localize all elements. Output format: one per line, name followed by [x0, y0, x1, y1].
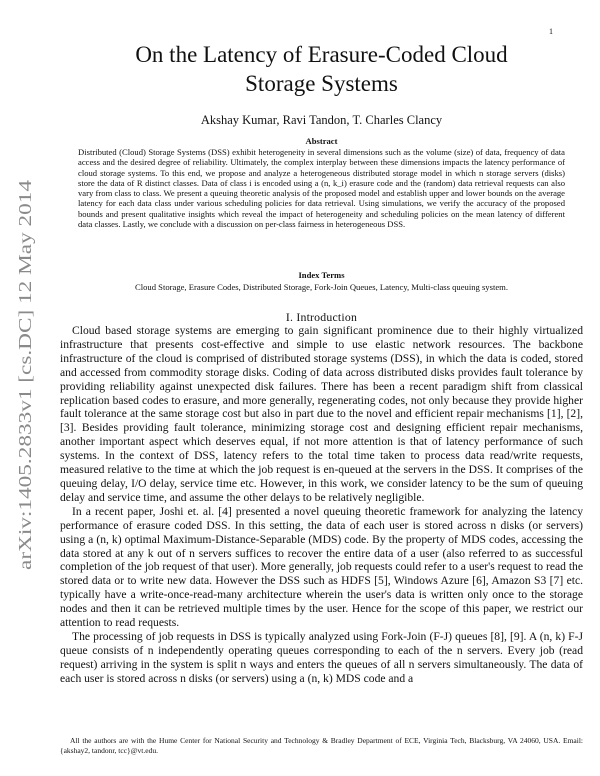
author-list: Akshay Kumar, Ravi Tandon, T. Charles Clancy — [200, 113, 443, 127]
arxiv-stamp — [10, 178, 38, 570]
arxiv-stamp-text: arXiv:1405.2833v1 [cs.DC] 12 May 2014 — [15, 276, 35, 570]
affiliation-footnote — [60, 736, 583, 755]
page-number: 1 — [549, 27, 553, 36]
paragraph: Cloud based storage systems are emerging to gain significant prominence due to their highly virtualized infrastructure that presents cost-effective and simple to use elastic network resources. The backbone infrastructure of the cloud is comprised of distributed storage systems (DSS), in which the data is coded, stored and accessed from commodity storage disks. Coding of data across distributed disks provides fault tolerance by providing reliability against unexpected disk failures. There has been a recent paradigm shift from classical replication based codes to erasure, and more generally, regenerating codes, not only because they provide higher fault tolerance at the same storage cost but also in part due to the novel and efficient repair mechanisms [1], [2], [3]. Besides providing fault tolerance, minimizing storage cost and designing efficient repair mechanisms, another important aspect which deserves equal, if not more attention is that of latency performance of such systems. In the context of DSS, latency refers to the total time taken to process data read/write requests, measured relative to the time at which the job request is en-queued at the servers in the DSS. It comprises of the queuing delay, I/O delay, service time etc. However, in this work, we consider latency to be the sum of queuing delay and service time, and assume the other delays to be relatively negligible. — [60, 324, 583, 504]
section-heading: I. Introduction — [285, 310, 358, 324]
paper-title-line-1: On the Latency of Erasure-Coded Cloud — [135, 42, 508, 67]
abstract-heading: Abstract — [305, 136, 338, 146]
abstract-text: Distributed (Cloud) Storage Systems (DSS) exhibit heterogeneity in several dimensions such as the volume (size) of data, frequency of data access and the desired degree of reliability. Ultimately, the complex interplay between these dimensions impacts the latency performance of cloud storage systems. To this end, we propose and analyze a heterogeneous distributed storage model in which n storage servers (disks) store the data of R distinct classes. Data of class i is encoded using a (n, k_i) erasure code and the (random) data retrieval requests can also vary from class to class. We present a queuing theoretic analysis of the proposed model and establish upper and lower bounds on the average latency for each data class under various scheduling policies for data retrieval. Using simulations, we verify the accuracy of the proposed bounds and present qualitative insights which reveal the impact of heterogeneity and scheduling policies on the mean latency of different data classes. Lastly, we conclude with a discussion on per-class fairness in heterogeneous DSS. — [78, 147, 565, 230]
paper-title-line-2: Storage Systems — [245, 71, 398, 96]
body-text — [60, 324, 583, 686]
footnote-text: All the authors are with the Hume Center for National Security and Technology & Bradley Department of ECE, Virginia Tech, Blacksburg, VA 24060, USA. Email: {akshay2, tandonr, tcc}@vt.edu. — [60, 736, 583, 755]
paper-title — [60, 40, 583, 98]
paragraph: The processing of job requests in DSS is typically analyzed using Fork-Join (F-J) queues [8], [9]. A (n, k) F-J queue consists of n independently operating queues corresponding to each of the n servers. Every job (read request) arriving in the system is split n ways and enters the queues of all n servers simultaneously. The data of each user is stored across n disks (or servers) using a (n, k) MDS code and a — [60, 629, 583, 685]
index-terms: Cloud Storage, Erasure Codes, Distributed Storage, Fork-Join Queues, Latency, Multi-class queuing system. — [135, 282, 508, 292]
paragraph: In a recent paper, Joshi et. al. [4] presented a novel queuing theoretic framework for analyzing the latency performance of erasure coded DSS. In this setting, the data of each user is stored across n disks (or servers) using a (n, k) optimal Maximum-Distance-Separable (MDS) code. By the property of MDS codes, accessing the data stored at any k out of n servers suffices to recover the entire data of a user (also referred to as successful completion of the job request of that user). More generally, job requests could refer to a user's request to read the stored data or to write new data. However the DSS such as HDFS [5], Windows Azure [6], Amazon S3 [7] etc. typically have a write-once-read-many architecture wherein the user's data is written only once to the storage nodes and then it can be retrieved multiple times by the user. Hence for the scope of this paper, we restrict our attention to read requests. — [60, 504, 583, 630]
index-terms-heading: Index Terms — [298, 270, 345, 280]
